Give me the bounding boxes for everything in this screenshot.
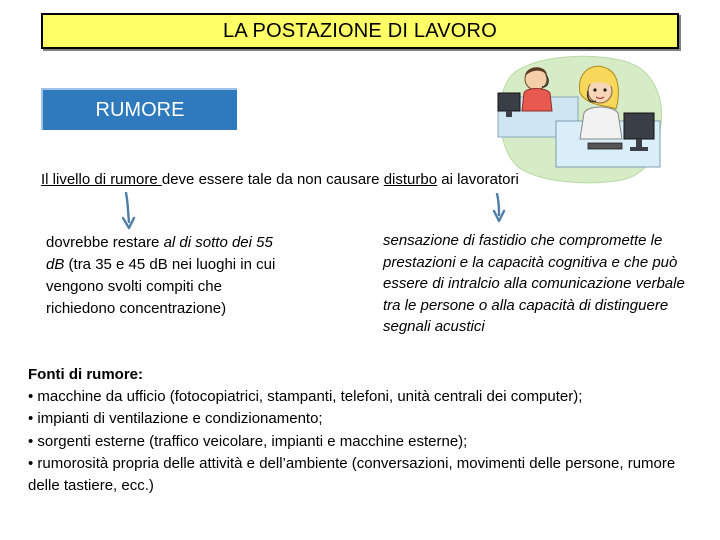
threshold-value: al di sotto dei 55 dB (46, 234, 273, 273)
intro-text: deve essere tale da non causare (161, 171, 384, 188)
arrow-down-icon (491, 193, 507, 223)
page-title-text: LA POSTAZIONE DI LAVORO (223, 19, 497, 42)
disturbance-definition-text (383, 230, 703, 338)
intro-keyword: disturbo (383, 171, 438, 188)
noise-sources-section (28, 364, 688, 497)
noise-source-item: • rumorosità propria delle attività e dell’ambiente (conversazioni, movimenti delle persone, rumore delle tastiere, ecc.) (28, 454, 676, 495)
noise-sources-title: Fonti di rumore: (28, 366, 143, 383)
threshold-text-end: (tra 35 e 45 dB nei luoghi in cui vengono svolti compiti che richiedono concentrazione) (46, 256, 276, 317)
threshold-text-start: dovrebbe restare (46, 234, 164, 251)
definition-text-end: e che può essere di intralcio alla comunicazione verbale tra le persone o alla capacità di distinguere segnali acustici (383, 253, 685, 336)
definition-text-start: sensazione di fastidio che compromette le prestazioni e la capacità cognitiva (383, 232, 663, 271)
intro-text-end: ai lavoratori (437, 171, 519, 188)
noise-source-item: • sorgenti esterne (traffico veicolare, impianti e macchine esterne); (28, 432, 468, 450)
noise-source-item: • impianti di ventilazione e condizionamento; (28, 410, 323, 428)
noise-source-item: • macchine da ufficio (fotocopiatrici, stampanti, telefoni, unità centrali dei computer); (28, 388, 583, 406)
intro-sentence (41, 171, 519, 188)
section-label (41, 88, 237, 130)
page-title (41, 13, 679, 49)
office-workers-illustration (496, 53, 664, 185)
section-label-text: RUMORE (95, 98, 185, 121)
noise-threshold-text (46, 232, 286, 320)
intro-underlined-text: Il livello di rumore (41, 171, 162, 188)
arrow-down-icon (121, 192, 137, 230)
